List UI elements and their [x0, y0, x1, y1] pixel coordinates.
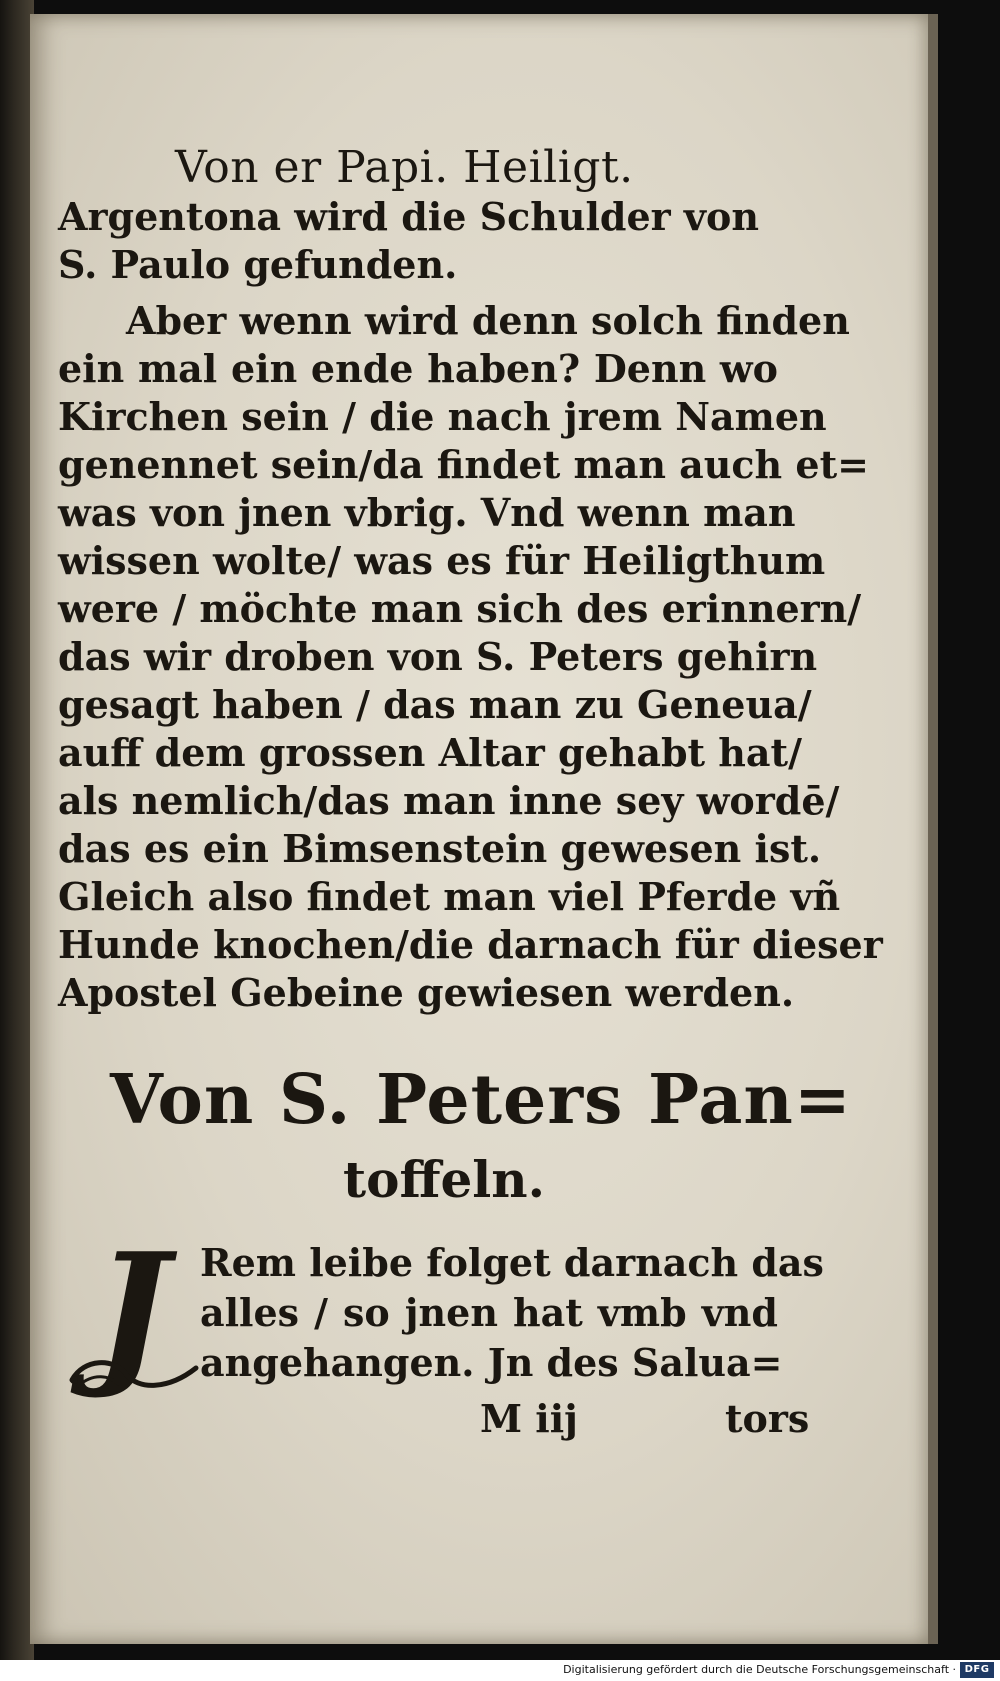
text-line: alles / so jnen hat vmb vnd [200, 1290, 778, 1335]
text-line: Apostel Gebeine gewiesen werden. [58, 970, 795, 1015]
signature-mark: M iij [480, 1396, 578, 1441]
catchword: tors [725, 1396, 810, 1441]
text-line: ein mal ein ende haben? Denn wo [58, 346, 778, 391]
text-line: wissen wolte/ was es für Heiligthum [58, 538, 826, 583]
text-line: was von jnen vbrig. Vnd wenn man [58, 490, 796, 535]
text-line: gesagt haben / das man zu Geneua/ [58, 682, 812, 727]
text-line: angehangen. Jn des Salua= [200, 1340, 783, 1385]
text-line: Kirchen sein / die nach jrem Namen [58, 394, 827, 439]
text-line: auff dem grossen Altar gehabt hat/ [58, 730, 802, 775]
text-line: Argentona wird die Schulder von [58, 194, 759, 239]
text-line: als nemlich/das man inne sey wordē/ [58, 778, 840, 823]
text-line: genennet sein/da findet man auch et= [58, 442, 869, 487]
decorated-initial: J [95, 1219, 169, 1402]
text-line: S. Paulo gefunden. [58, 242, 458, 287]
page-binding-edge [0, 0, 34, 1660]
initial-flourish-ornament [64, 1350, 204, 1394]
page-right-edge [928, 14, 938, 1644]
text-line: Gleich also findet man viel Pferde vñ [58, 874, 841, 919]
text-line: Hunde knochen/die darnach für dieser [58, 922, 883, 967]
funding-credit: Digitalisierung gefördert durch die Deutsche Forschungsgemeinschaft · [563, 1663, 956, 1676]
text-line: Rem leibe folget darnach das [200, 1240, 824, 1285]
text-line: were / möchte man sich des erinnern/ [58, 586, 862, 631]
text-line: das wir droben von S. Peters gehirn [58, 634, 818, 679]
section-heading: Von S. Peters Pan= [110, 1060, 852, 1140]
dfg-logo-icon: DFG [960, 1662, 994, 1678]
section-heading-continued: toffeln. [343, 1150, 546, 1209]
text-line: das es ein Bimsenstein gewesen ist. [58, 826, 822, 871]
digitization-footer [0, 1660, 1000, 1681]
text-line: Aber wenn wird denn solch finden [126, 298, 850, 343]
running-head: Von er Papi. Heiligt. [175, 142, 634, 193]
